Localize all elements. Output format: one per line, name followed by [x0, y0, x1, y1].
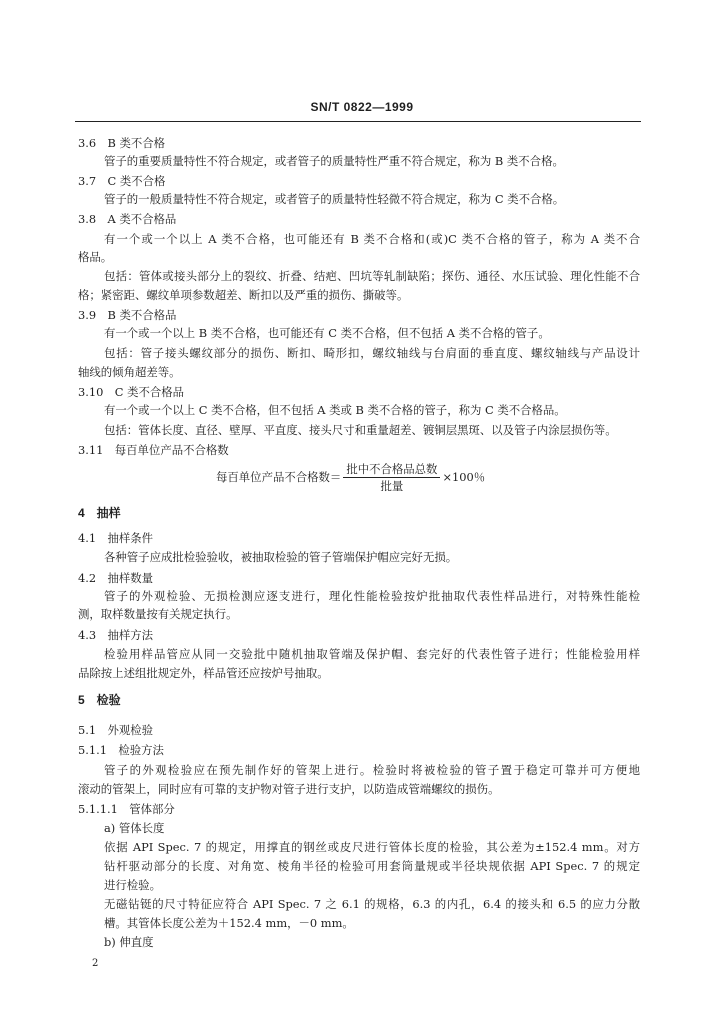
paragraph-line: 有一个或一个以上 C 类不合格，但不包括 A 类或 B 类不合格的管子，称为 C 类不合格品。: [104, 403, 566, 417]
section-3-9-heading: 3.9 B 类不合格品: [78, 308, 177, 322]
paragraph-line: 槽。其管体长度公差为＋152.4 mm，－0 mm。: [104, 916, 354, 930]
section-3-6-heading: 3.6 B 类不合格: [78, 136, 166, 150]
section-3-10-heading: 3.10 C 类不合格品: [78, 385, 185, 399]
header-rule: [75, 121, 641, 122]
section-5-1-heading: 5.1 外观检验: [78, 723, 154, 737]
paragraph-line: 管子的外观检验、无损检测应逐支进行，理化性能检验按炉批抽取代表性样品进行，对特殊性能检: [104, 589, 640, 603]
paragraph-line: 管子的外观检验应在预先制作好的管架上进行。检验时将被检验的管子置于稳定可靠并可方便地: [104, 763, 640, 777]
paragraph-line: 包括：管体或接头部分上的裂纹、折叠、结疤、凹坑等轧制缺陷；探伤、通径、水压试验、理化性能不合: [104, 269, 640, 283]
paragraph-line: 无磁钻铤的尺寸特征应符合 API Spec. 7 之 6.1 的规格，6.3 的内孔，6.4 的接头和 6.5 的应力分散: [104, 897, 640, 911]
page-number: 2: [92, 958, 99, 969]
section-3-7-heading: 3.7 C 类不合格: [78, 174, 166, 188]
section-5-1-1-1-heading: 5.1.1.1 管体部分: [78, 802, 175, 816]
formula-denominator: 批量: [380, 478, 404, 493]
paragraph-line: 品除按上述组批规定外，样品管还应按炉号抽取。: [78, 666, 329, 680]
paragraph-line: 滚动的管架上，同时应有可靠的支护物对管子进行支护，以防造成管端螺纹的损伤。: [78, 782, 500, 796]
section-3-8-heading: 3.8 A 类不合格品: [78, 212, 177, 226]
formula-lhs: 每百单位产品不合格数＝: [216, 470, 342, 484]
paragraph-line: 包括：管子接头螺纹部分的损伤、断扣、畸形扣，螺纹轴线与台肩面的垂直度、螺纹轴线与产品设计: [104, 346, 640, 360]
section-4-1-heading: 4.1 抽样条件: [78, 531, 154, 545]
paragraph-line: 进行检验。: [104, 878, 161, 892]
paragraph-line: 依据 API Spec. 7 的规定，用撑直的钢丝或皮尺进行管体长度的检验，其公差为±152.4 mm。对方: [104, 840, 640, 854]
list-item-a: a) 管体长度: [104, 821, 165, 835]
paragraph-line: 格；紧密距、螺纹单项参数超差、断扣以及严重的损伤、撕破等。: [78, 288, 409, 302]
paragraph-line: 有一个或一个以上 B 类不合格，也可能还有 C 类不合格，但不包括 A 类不合格的管子。: [104, 326, 550, 340]
chapter-5-heading: 5 检验: [78, 693, 121, 707]
standard-code-header: SN/T 0822—1999: [310, 100, 414, 114]
paragraph-line: 有一个或一个以上 A 类不合格，也可能还有 B 类不合格和(或)C 类不合格的管子，称为 A 类不合: [104, 232, 640, 246]
section-5-1-1-heading: 5.1.1 检验方法: [78, 743, 164, 757]
formula-rhs: ×100％: [442, 470, 486, 484]
paragraph-line: 测，取样数量按有关规定执行。: [78, 607, 238, 621]
paragraph-line: 管子的一般质量特性不符合规定，或者管子的质量特性轻微不符合规定，称为 C 类不合格。: [104, 192, 565, 206]
paragraph-line: 格品。: [78, 250, 113, 264]
formula-fraction: [343, 462, 440, 493]
list-item-b: b) 伸直度: [104, 935, 154, 949]
paragraph-line: 包括：管体长度、直径、壁厚、平直度、接头尺寸和重量超差、镀铜层黑斑、以及管子内涂层损伤等。: [104, 423, 617, 437]
paragraph-line: 各种管子应成批检验验收，被抽取检验的管子管端保护帽应完好无损。: [104, 550, 458, 564]
formula-numerator: 批中不合格品总数: [343, 462, 440, 478]
paragraph-line: 钻杆驱动部分的长度、对角宽、棱角半径的检验可用套筒量规或半径块规依据 API Spec. 7 的规定: [104, 859, 640, 873]
paragraph-line: 轴线的倾角超差等。: [78, 365, 181, 379]
section-3-11-heading: 3.11 每百单位产品不合格数: [78, 443, 229, 457]
section-4-3-heading: 4.3 抽样方法: [78, 628, 154, 642]
defect-rate-formula: [216, 460, 485, 494]
paragraph-line: 管子的重要质量特性不符合规定，或者管子的质量特性严重不符合规定，称为 B 类不合格。: [104, 154, 564, 168]
chapter-4-heading: 4 抽样: [78, 506, 121, 520]
paragraph-line: 检验用样品管应从同一交验批中随机抽取管端及保护帽、套完好的代表性管子进行；性能检验用样: [104, 647, 640, 661]
section-4-2-heading: 4.2 抽样数量: [78, 571, 154, 585]
